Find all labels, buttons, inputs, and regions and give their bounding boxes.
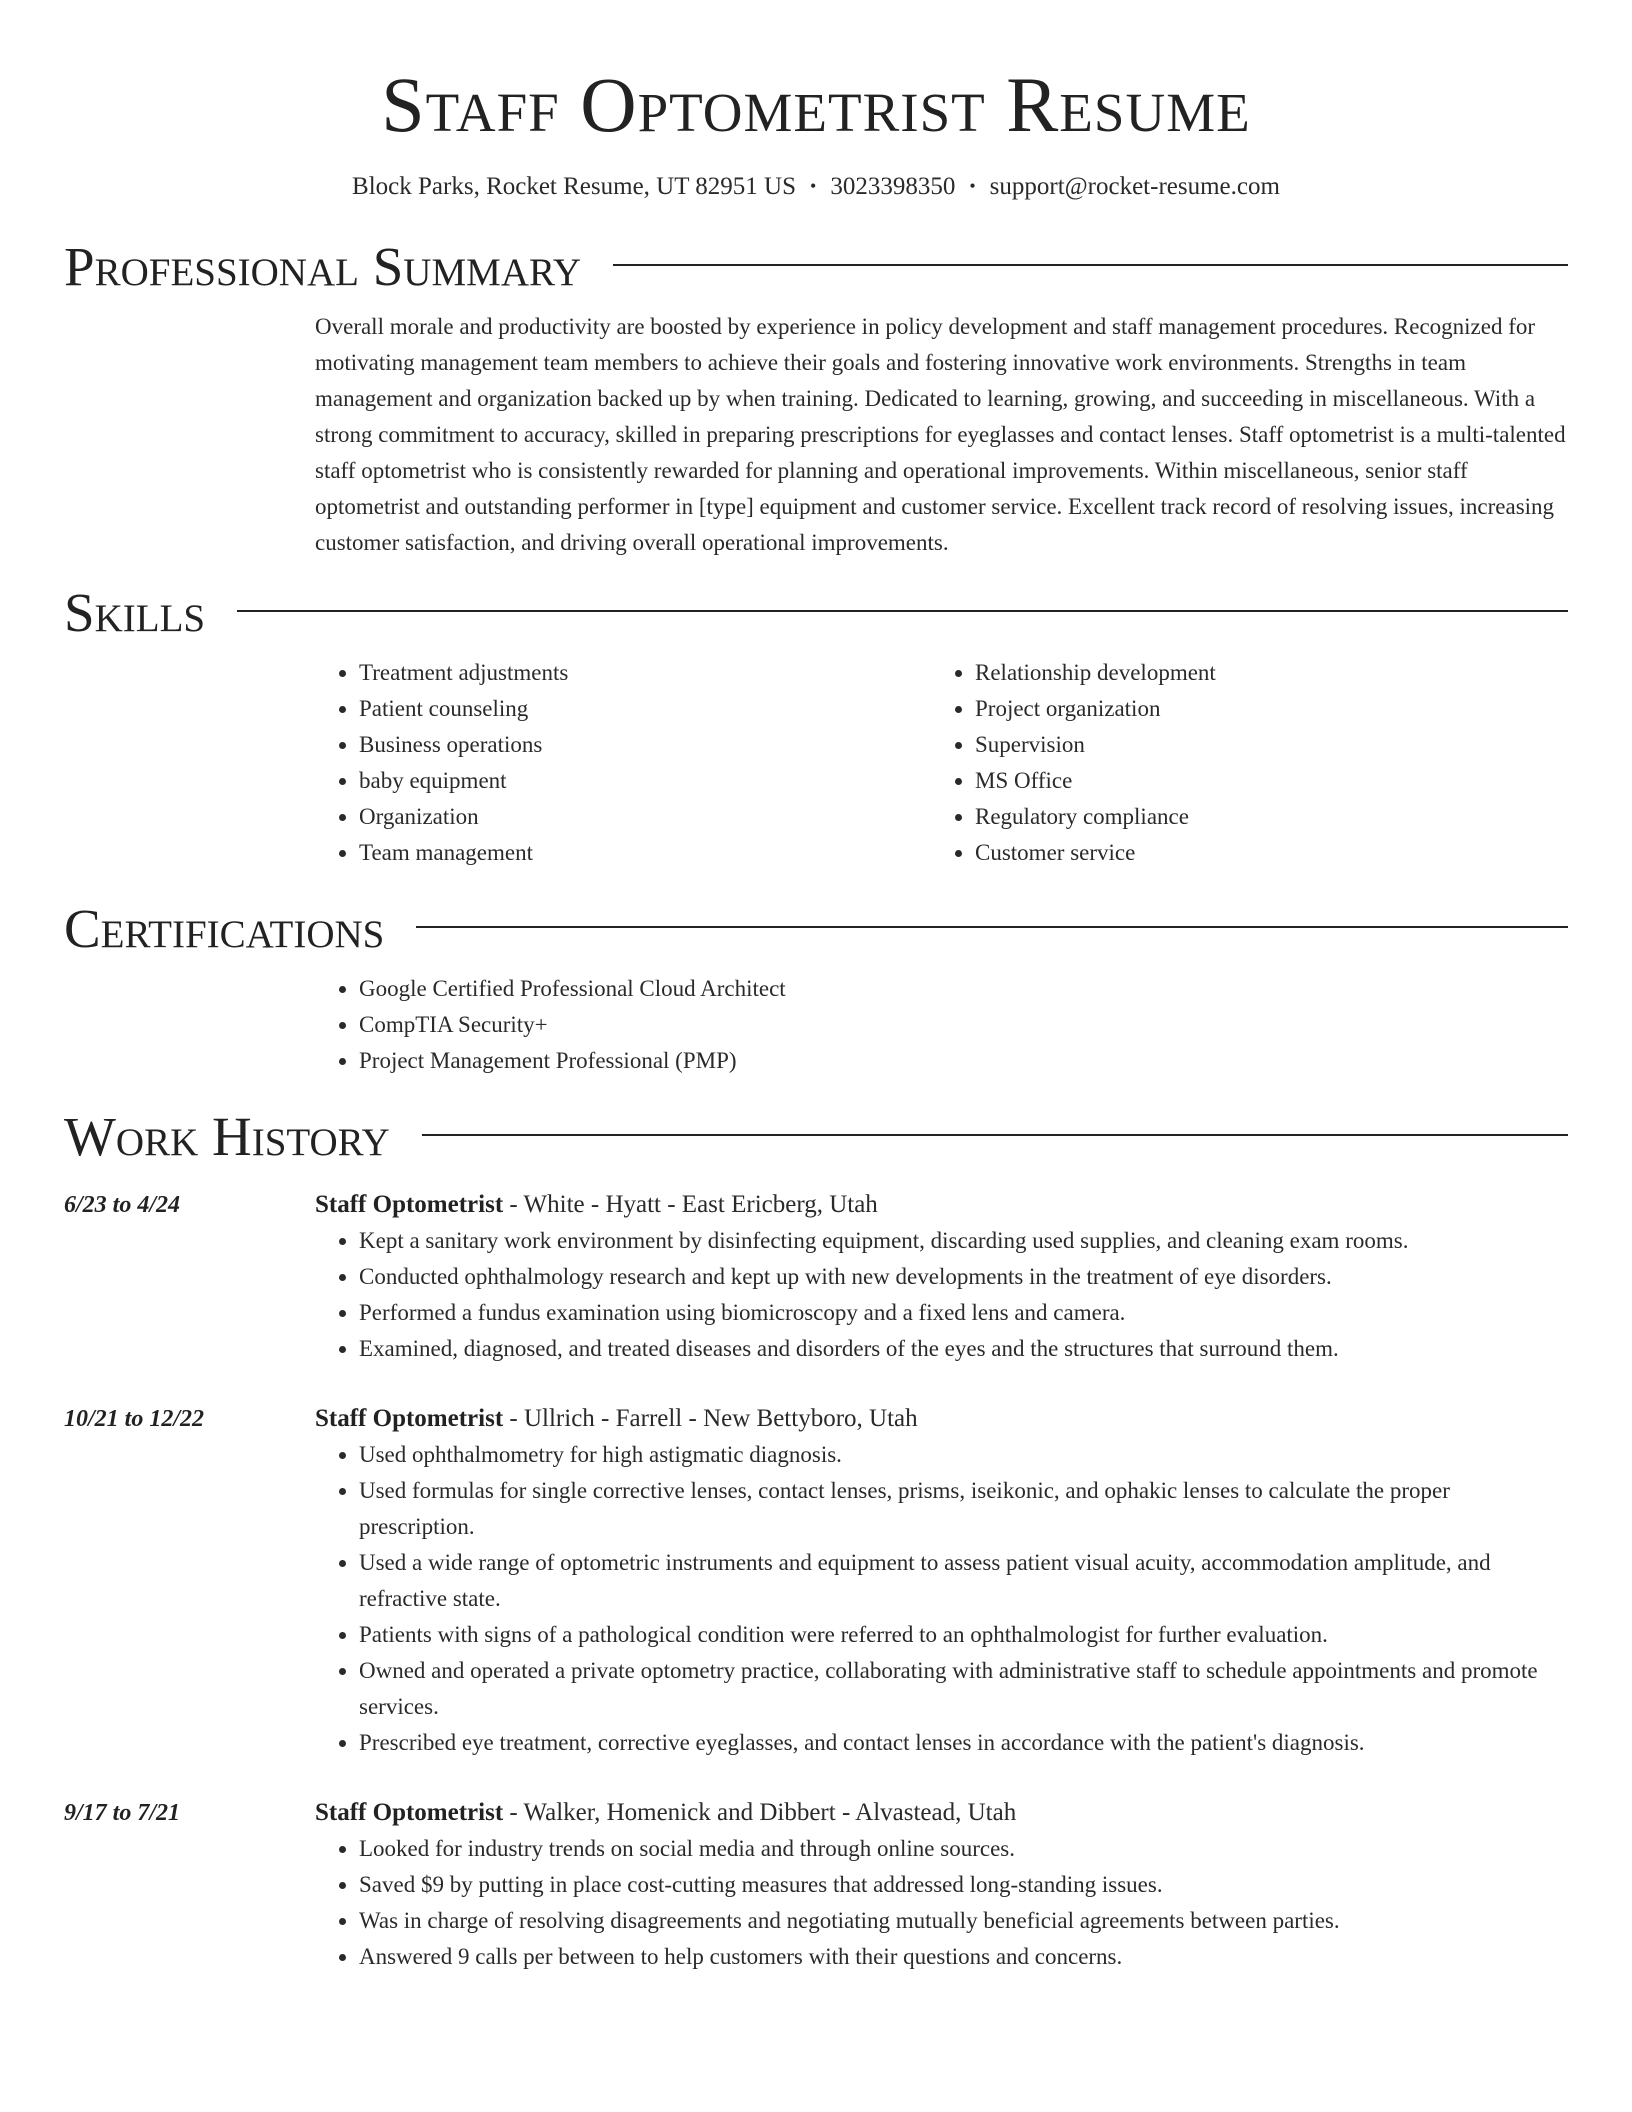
job-bullet: • Patients with signs of a pathological condition were referred to an ophthalmologist for further evaluation. <box>359 1617 1568 1653</box>
work-section-header <box>64 1105 1568 1169</box>
job-bullet: • Conducted ophthalmology research and kept up with new developments in the treatment of eye disorders. <box>359 1259 1568 1295</box>
job-role: Staff Optometrist <box>315 1191 504 1218</box>
job-company-location: - Ullrich - Farrell - New Bettyboro, Utah <box>503 1405 918 1432</box>
page-title: Staff Optometrist Resume <box>381 61 1251 148</box>
skill-item: • Team management <box>359 835 931 871</box>
job-entry <box>64 1795 1568 1975</box>
section-divider <box>422 1134 1568 1136</box>
resume-page <box>64 0 1568 1975</box>
summary-section-header <box>64 235 1568 299</box>
skill-item: • Business operations <box>359 727 931 763</box>
skill-item: • MS Office <box>975 763 1547 799</box>
skill-item: • Supervision <box>975 727 1547 763</box>
contact-address: Block Parks, Rocket Resume, UT 82951 US <box>352 173 797 200</box>
job-dates: 6/23 to 4/24 <box>64 1192 181 1218</box>
job-entry <box>64 1401 1568 1761</box>
skill-item: • Organization <box>359 799 931 835</box>
summary-heading: Professional Summary <box>64 236 582 297</box>
summary-text: Overall morale and productivity are boosted by experience in policy development and staff management procedures. Recognized for motivating management team members to achieve their goals and fostering innovative work environments. Strengths in team management and organization backed up by when training. Dedicated to learning, growing, and succeeding in miscellaneous. With a strong commitment to accuracy, skilled in preparing prescriptions for eyeglasses and contact lenses. Staff optometrist is a multi-talented staff optometrist who is consistently rewarded for planning and operational improvements. Within miscellaneous, senior staff optometrist and outstanding performer in [type] equipment and customer service. Excellent track record of resolving issues, increasing customer satisfaction, and driving overall operational improvements. <box>315 314 1566 555</box>
job-dates: 9/17 to 7/21 <box>64 1800 181 1826</box>
skills-column-right <box>931 655 1547 871</box>
section-divider <box>613 264 1568 266</box>
job-bullet-list <box>315 1223 1568 1367</box>
job-bullet: • Used a wide range of optometric instruments and equipment to assess patient visual acuity, accommodation amplitude, and refractive state. <box>359 1545 1568 1617</box>
certifications-section-header <box>64 897 1568 961</box>
job-entry <box>64 1187 1568 1367</box>
work-heading: Work History <box>64 1106 390 1167</box>
job-company-location: - Walker, Homenick and Dibbert - Alvastead, Utah <box>503 1799 1017 1826</box>
skill-item: • Regulatory compliance <box>975 799 1547 835</box>
job-details <box>315 1401 1568 1761</box>
job-header <box>315 1187 1568 1223</box>
skill-item: • Project organization <box>975 691 1547 727</box>
job-bullet-list <box>315 1831 1568 1975</box>
job-bullet: • Used formulas for single corrective lenses, contact lenses, prisms, iseikonic, and ophakic lenses to calculate the proper prescription. <box>359 1473 1568 1545</box>
job-bullet: • Kept a sanitary work environment by disinfecting equipment, discarding used supplies, and cleaning exam rooms. <box>359 1223 1568 1259</box>
contact-phone: 3023398350 <box>830 173 956 200</box>
skills-section-header <box>64 581 1568 645</box>
skill-item: • Patient counseling <box>359 691 931 727</box>
job-company-location: - White - Hyatt - East Ericberg, Utah <box>503 1191 878 1218</box>
job-dates: 10/21 to 12/22 <box>64 1406 205 1432</box>
job-bullet-list <box>315 1437 1568 1761</box>
job-bullet: • Performed a fundus examination using biomicroscopy and a fixed lens and camera. <box>359 1295 1568 1331</box>
certification-item: • CompTIA Security+ <box>359 1007 1568 1043</box>
section-divider <box>237 610 1568 612</box>
job-details <box>315 1795 1568 1975</box>
job-role: Staff Optometrist <box>315 1405 504 1432</box>
skills-heading: Skills <box>64 582 206 643</box>
skills-column-left <box>315 655 931 871</box>
contact-email: support@rocket-resume.com <box>989 173 1280 200</box>
job-bullet: • Answered 9 calls per between to help customers with their questions and concerns. <box>359 1939 1568 1975</box>
job-header <box>315 1401 1568 1437</box>
job-details <box>315 1187 1568 1367</box>
skill-item: • baby equipment <box>359 763 931 799</box>
skill-item: • Treatment adjustments <box>359 655 931 691</box>
skills-list-left <box>315 655 931 871</box>
job-bullet: • Owned and operated a private optometry practice, collaborating with administrative staff to schedule appointments and promote services. <box>359 1653 1568 1725</box>
skills-list-right <box>931 655 1547 871</box>
section-divider <box>416 926 1568 928</box>
job-bullet: • Was in charge of resolving disagreements and negotiating mutually beneficial agreements between parties. <box>359 1903 1568 1939</box>
job-header <box>315 1795 1568 1831</box>
certifications-block <box>315 971 1568 1079</box>
contact-separator: • <box>810 176 817 196</box>
contact-separator: • <box>969 176 976 196</box>
skills-grid <box>315 655 1568 871</box>
job-bullet: • Used ophthalmometry for high astigmatic diagnosis. <box>359 1437 1568 1473</box>
job-bullet: • Examined, diagnosed, and treated diseases and disorders of the eyes and the structures that surround them. <box>359 1331 1568 1367</box>
skill-item: • Relationship development <box>975 655 1547 691</box>
job-bullet: • Looked for industry trends on social media and through online sources. <box>359 1831 1568 1867</box>
certification-item: • Project Management Professional (PMP) <box>359 1043 1568 1079</box>
contact-line <box>64 170 1568 203</box>
work-history-list <box>64 1187 1568 1975</box>
certification-item: • Google Certified Professional Cloud Architect <box>359 971 1568 1007</box>
certifications-list <box>315 971 1568 1079</box>
job-bullet: • Prescribed eye treatment, corrective eyeglasses, and contact lenses in accordance with the patient's diagnosis. <box>359 1725 1568 1761</box>
job-bullet: • Saved $9 by putting in place cost-cutting measures that addressed long-standing issues. <box>359 1867 1568 1903</box>
job-role: Staff Optometrist <box>315 1799 504 1826</box>
skill-item: • Customer service <box>975 835 1547 871</box>
certifications-heading: Certifications <box>64 898 385 959</box>
